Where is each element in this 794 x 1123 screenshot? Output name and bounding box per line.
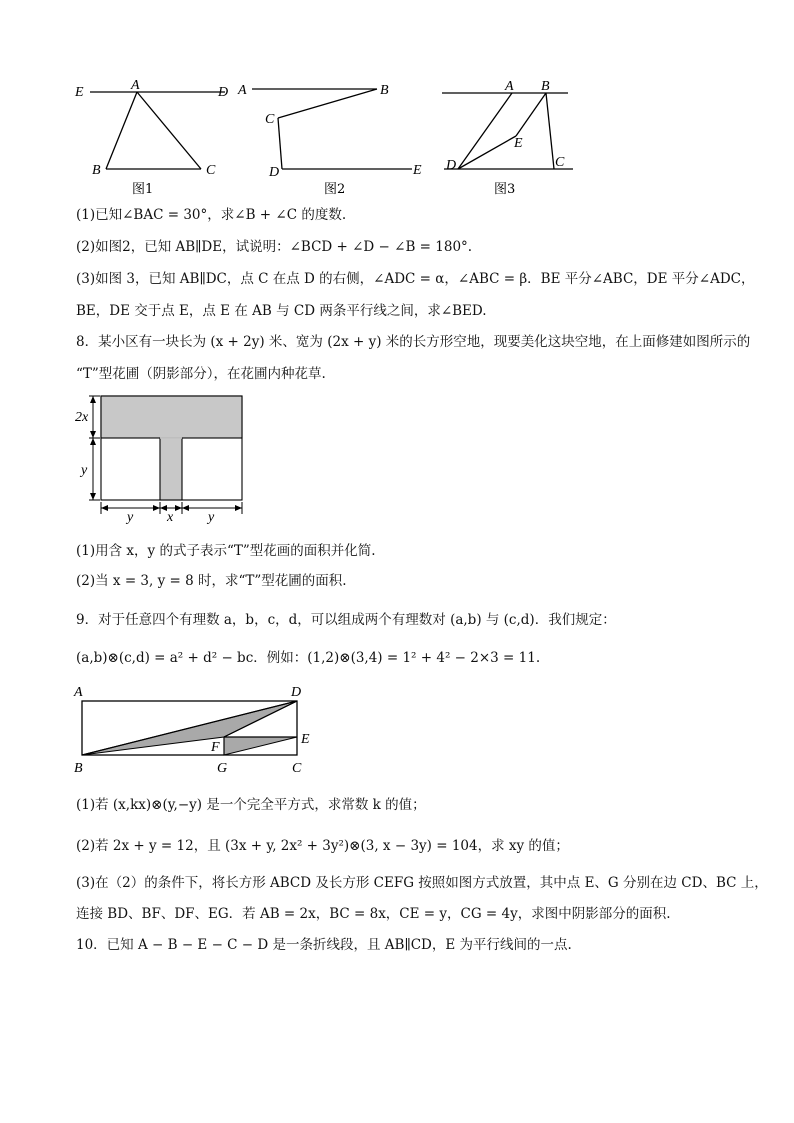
fig3-label-C: C	[555, 155, 565, 170]
fig2-caption: 图2	[324, 182, 346, 197]
q9-part2: (2)若 2x + y = 12，且 (3x + y, 2x² + 3y²)⊗(3, x − 3y) = 104，求 xy 的值；	[76, 838, 569, 854]
fig1-label-C: C	[206, 163, 216, 178]
fig3-label-E: E	[514, 136, 523, 151]
fig2-label-A: A	[238, 83, 247, 98]
q8-stem-line1: 8．某小区有一块长为 (x + 2y) 米、宽为 (2x + y) 米的长方形空地，现要美化这块空地，在上面修建如图所示的	[76, 334, 751, 350]
q9-part3-line2: 连接 BD、BF、DF、EG．若 AB = 2x，BC = 8x，CE = y，CG = 4y，求图中阴影部分的面积.	[76, 906, 671, 922]
q9-stem-line2: (a,b)⊗(c,d) = a² + d² − bc．例如：(1,2)⊗(3,4) = 1² + 4² − 2×3 = 11.	[76, 650, 541, 666]
q7-part3-line1: (3)如图 3，已知 AB∥DC，点 C 在点 D 的右侧，∠ADC = α，∠ABC = β．BE 平分∠ABC，DE 平分∠ADC，	[76, 271, 755, 287]
fig9-label-B: B	[74, 761, 83, 776]
fig3-label-A: A	[505, 79, 514, 94]
fig1-label-B: B	[92, 163, 101, 178]
fig1-caption: 图1	[132, 182, 154, 197]
label-2x: 2x	[75, 410, 89, 425]
figure-1	[70, 76, 240, 198]
rectangles-figure	[70, 682, 330, 778]
fig2-label-B: B	[380, 83, 389, 98]
fig2-label-D: D	[269, 165, 280, 180]
q10-stem: 10．已知 A − B − E − C − D 是一条折线段，且 AB∥CD，E 为平行线间的一点.	[76, 937, 572, 953]
fig2-label-C: C	[265, 112, 275, 127]
fig3-label-B: B	[541, 79, 550, 94]
q9-stem-line1: 9．对于任意四个有理数 a，b，c，d，可以组成两个有理数对 (a,b) 与 (c,d)．我们规定：	[76, 612, 616, 628]
fig9-label-A: A	[74, 685, 83, 700]
fig9-label-F: F	[211, 740, 220, 755]
label-y-bottom-left: y	[127, 510, 134, 525]
fig9-label-E: E	[301, 732, 310, 747]
figure-3	[438, 76, 578, 198]
q8-part1: (1)用含 x，y 的式子表示“T”型花画的面积并化简.	[76, 543, 376, 559]
fig3-caption: 图3	[494, 182, 516, 197]
label-x-bottom: x	[167, 510, 174, 525]
fig1-label-D: D	[218, 85, 229, 100]
q8-stem-line2: “T”型花圃（阴影部分），在花圃内种花草.	[76, 366, 326, 382]
figure-2	[232, 76, 432, 198]
fig2-label-E: E	[413, 163, 422, 178]
t-garden-figure	[70, 390, 250, 526]
fig9-label-D: D	[291, 685, 302, 700]
fig3-label-D: D	[446, 158, 457, 173]
q9-part1: (1)若 (x,kx)⊗(y,−y) 是一个完全平方式，求常数 k 的值；	[76, 797, 426, 813]
label-y-bottom-right: y	[208, 510, 215, 525]
fig9-label-C: C	[292, 761, 302, 776]
q7-part1: (1)已知∠BAC = 30°，求∠B + ∠C 的度数.	[76, 207, 347, 223]
q9-part3-line1: (3)在（2）的条件下，将长方形 ABCD 及长方形 CEFG 按照如图方式放置，其中点 E、G 分别在边 CD、BC 上，	[76, 875, 768, 891]
q7-part2: (2)如图2，已知 AB∥DE，试说明：∠BCD + ∠D − ∠B = 180°.	[76, 239, 473, 255]
fig1-label-E: E	[75, 85, 84, 100]
q7-part3-line2: BE，DE 交于点 E，点 E 在 AB 与 CD 两条平行线之间，求∠BED.	[76, 303, 487, 319]
fig1-label-A: A	[131, 78, 140, 93]
q8-part2: (2)当 x = 3, y = 8 时，求“T”型花圃的面积.	[76, 573, 347, 589]
label-y-left: y	[81, 463, 88, 478]
fig9-label-G: G	[217, 761, 228, 776]
